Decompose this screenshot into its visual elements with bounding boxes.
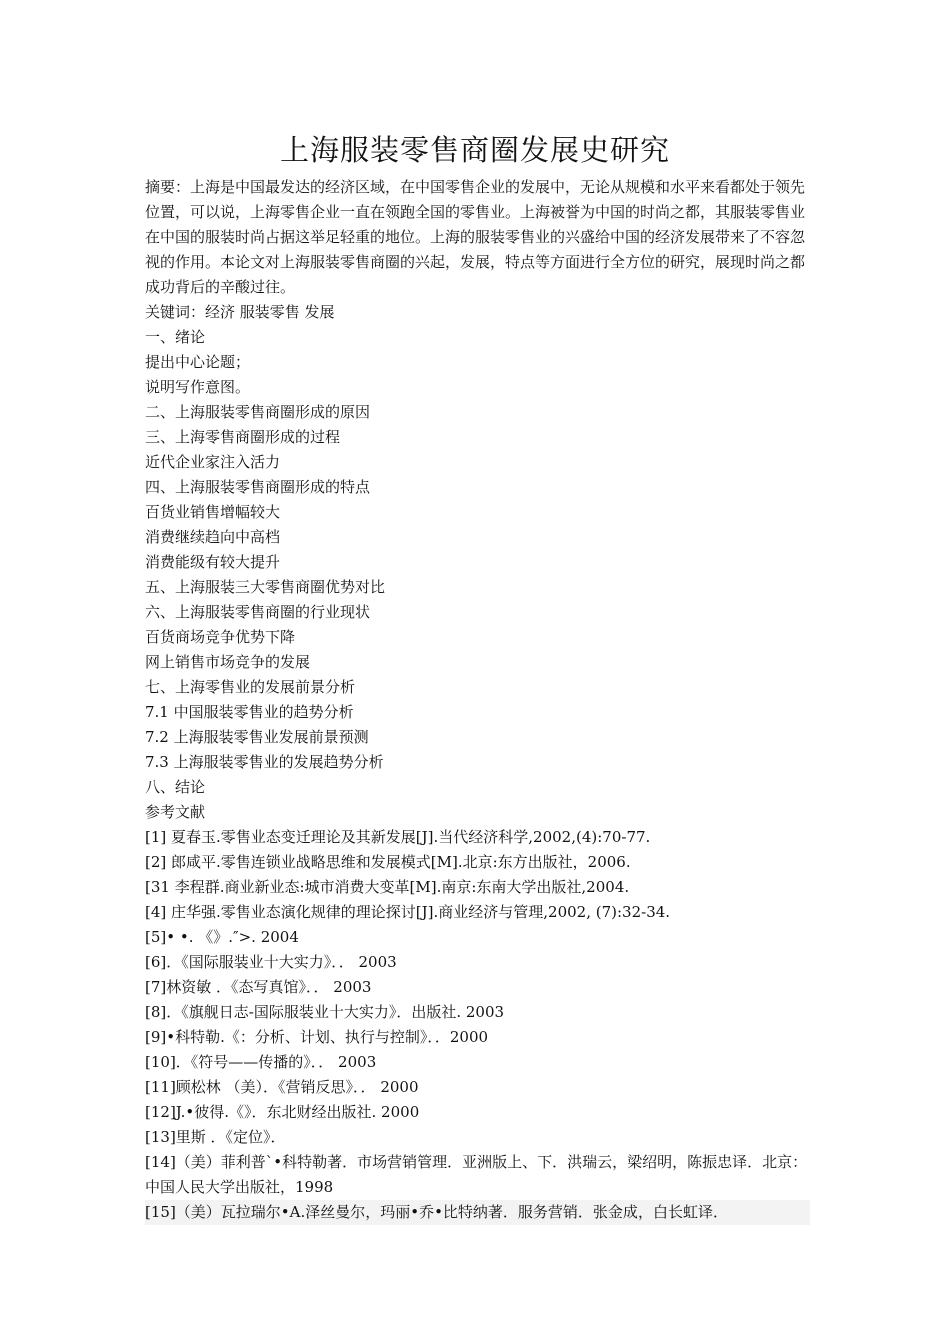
outline-item: 网上销售市场竞争的发展	[145, 653, 311, 671]
document-title: 上海服装零售商圈发展史研究	[279, 133, 670, 167]
outline-item: 消费继续趋向中高档	[145, 528, 281, 546]
outline-item: 五、上海服装三大零售商圈优势对比	[145, 578, 386, 596]
outline-item: 说明写作意图。	[145, 378, 251, 396]
abstract-paragraph: 摘要：上海是中国最发达的经济区域，在中国零售企业的发展中，无论从规模和水平来看都处于领先位置，可以说，上海零售企业一直在领跑全国的零售业。上海被誉为中国的时尚之都，其服装零售业在中国的服装时尚占据这举足轻重的地位。上海的服装零售业的兴盛给中国的经济发展带来了不容忽视的作用。本论文对上海服装零售商圈的兴起，发展，特点等方面进行全方位的研究，展现时尚之都成功背后的辛酸过往。	[145, 178, 806, 296]
reference-item: [1] 夏春玉.零售业态变迁理论及其新发展[J].当代经济科学,2002,(4):70-77.	[145, 828, 651, 846]
reference-item: [11]顾松林 （美）．《营销反思》．． 2000	[145, 1078, 419, 1096]
outline-item: 六、上海服装零售商圈的行业现状	[145, 603, 371, 621]
reference-item: [8]．《旗舰日志-国际服装业十大实力》．出版社. 2003	[145, 1003, 505, 1021]
references-heading: 参考文献	[145, 803, 206, 821]
outline-item: 四、上海服装零售商圈形成的特点	[145, 478, 371, 496]
reference-item: [2] 郎咸平.零售连锁业战略思维和发展模式[M].北京:东方出版社，2006.	[145, 853, 631, 871]
outline-item: 八、结论	[145, 778, 206, 796]
reference-item: [5]• •. 《》.″>. 2004	[145, 928, 299, 946]
document-body	[145, 175, 810, 1225]
outline-item: 7.3 上海服装零售业的发展趋势分析	[145, 753, 384, 771]
reference-item: [6]．《国际服装业十大实力》．． 2003	[145, 953, 397, 971]
reference-item: [10]．《符号——传播的》．． 2003	[145, 1053, 377, 1071]
outline-item: 7.1 中国服装零售业的趋势分析	[145, 703, 354, 721]
reference-item: [13]里斯 ．《定位》．	[145, 1128, 286, 1146]
outline-item: 百货商场竞争优势下降	[145, 628, 296, 646]
references-list	[145, 825, 810, 1225]
outline-item: 提出中心论题；	[145, 353, 251, 371]
reference-item: [14]（美）菲利普`•科特勒著．市场营销管理．亚洲版上、下．洪瑞云，梁绍明，陈振忠译．北京：中国人民大学出版社，1998	[145, 1153, 808, 1196]
outline-item: 二、上海服装零售商圈形成的原因	[145, 403, 371, 421]
outline-item: 7.2 上海服装零售业发展前景预测	[145, 728, 369, 746]
reference-item: [31 李程群.商业新业态:城市消费大变革[M].南京:东南大学出版社,2004.	[145, 878, 630, 896]
keywords-line: 关键词：经济 服装零售 发展	[145, 303, 335, 321]
reference-item: [9]•科特勒.《：分析、计划、执行与控制》．．2000	[145, 1028, 489, 1046]
reference-item: [7]林资敏 ．《态写真馆》．． 2003	[145, 978, 372, 996]
outline-item: 三、上海零售商圈形成的过程	[145, 428, 341, 446]
outline-item: 七、上海零售业的发展前景分析	[145, 678, 356, 696]
outline-item: 近代企业家注入活力	[145, 453, 281, 471]
outline-item: 百货业销售增幅较大	[145, 503, 281, 521]
reference-item: [15]（美）瓦拉瑞尔•A.泽丝曼尔，玛丽•乔•比特纳著．服务营销．张金成，白长虹译．	[145, 1200, 810, 1225]
outline-item: 消费能级有较大提升	[145, 553, 281, 571]
reference-item: [12]J.•彼得.《》．东北财经出版社. 2000	[145, 1103, 420, 1121]
outline-list	[145, 325, 810, 825]
reference-item: [4] 庄华强.零售业态演化规律的理论探讨[J].商业经济与管理,2002, (7):32-34.	[145, 903, 671, 921]
outline-item: 一、绪论	[145, 328, 206, 346]
